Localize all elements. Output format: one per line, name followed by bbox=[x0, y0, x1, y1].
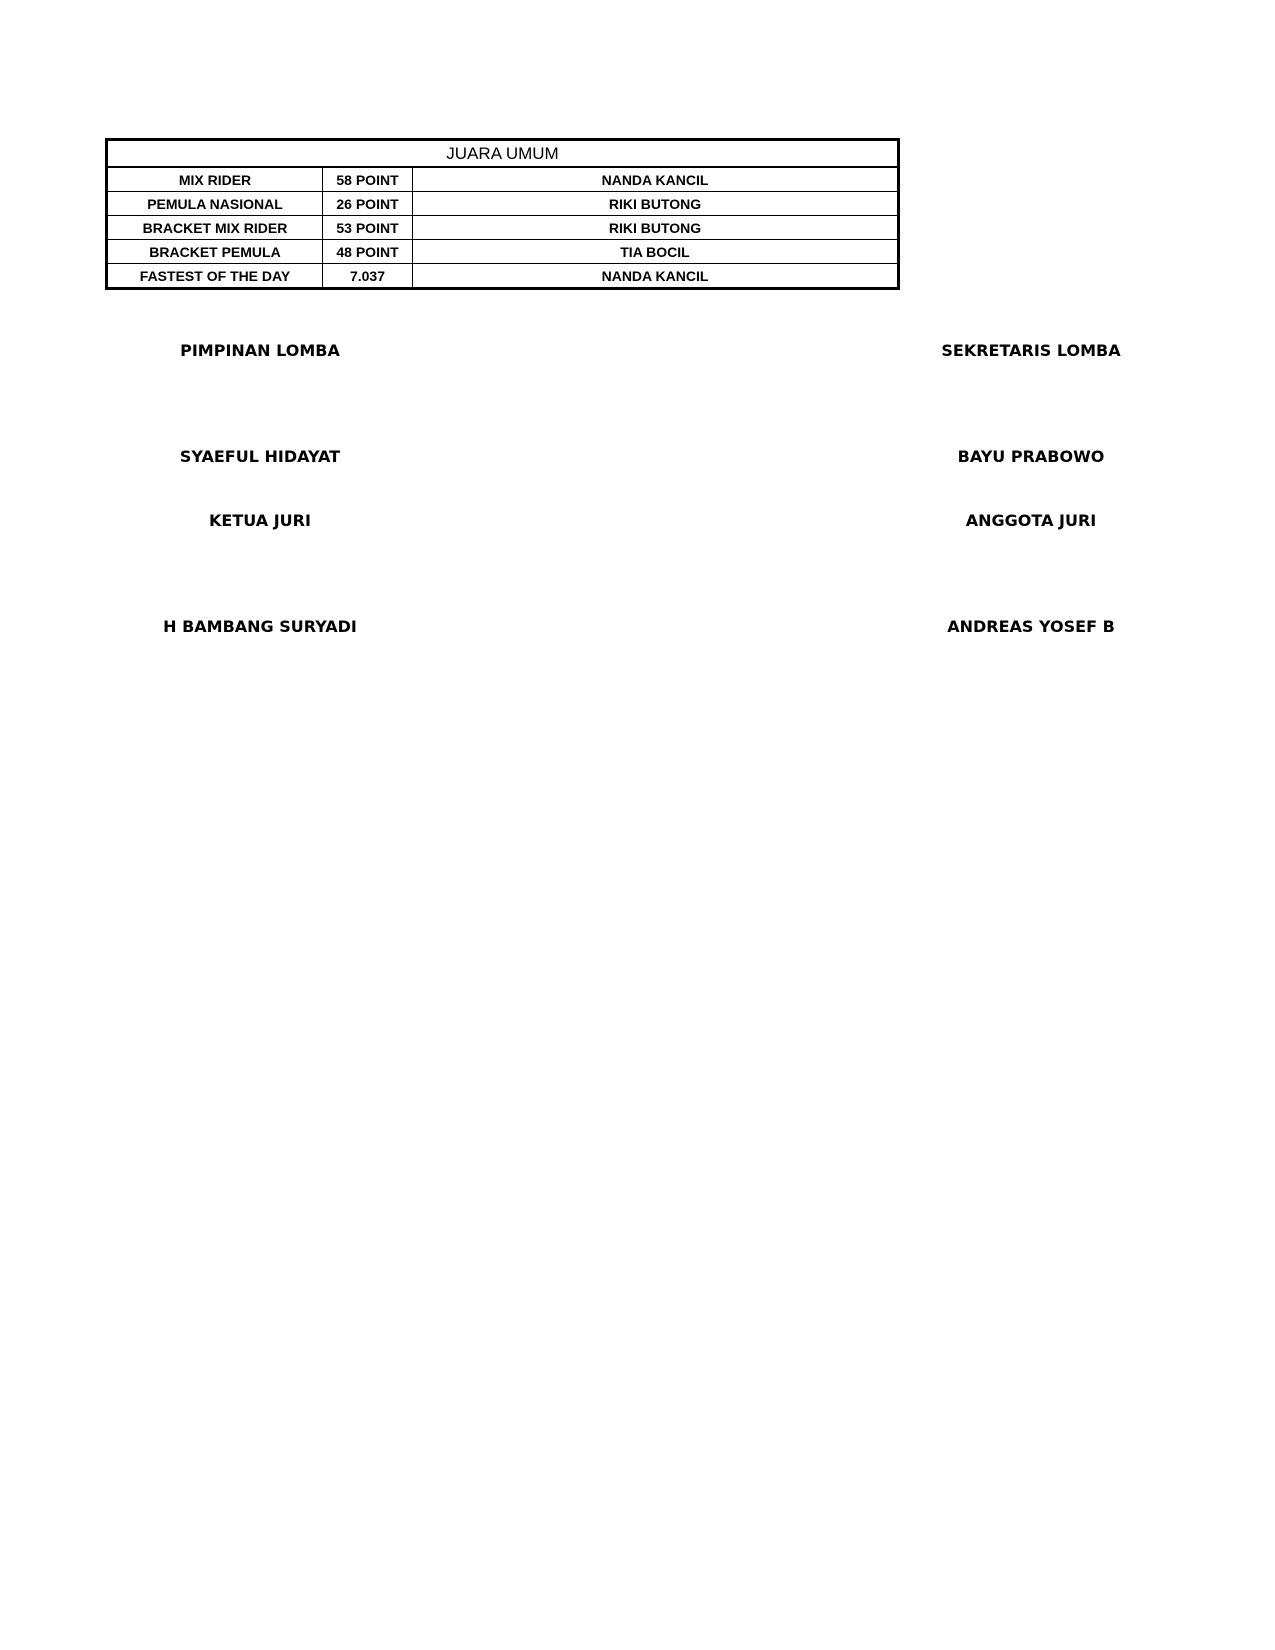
table-row bbox=[107, 264, 899, 289]
judge-member-role: ANGGOTA JURI bbox=[965, 511, 1097, 530]
category-cell: MIX RIDER bbox=[107, 167, 323, 192]
table-row bbox=[107, 192, 899, 216]
table-title-row bbox=[107, 140, 899, 168]
category-cell: PEMULA NASIONAL bbox=[107, 192, 323, 216]
results-table bbox=[105, 138, 900, 290]
race-leader-role: PIMPINAN LOMBA bbox=[180, 341, 340, 360]
table-row bbox=[107, 240, 899, 264]
score-cell: 26 POINT bbox=[323, 192, 413, 216]
head-judge-name: H BAMBANG SURYADI bbox=[163, 617, 357, 636]
winner-cell: NANDA KANCIL bbox=[413, 264, 899, 289]
score-cell: 7.037 bbox=[323, 264, 413, 289]
table-row bbox=[107, 216, 899, 240]
category-cell: FASTEST OF THE DAY bbox=[107, 264, 323, 289]
winner-cell: NANDA KANCIL bbox=[413, 167, 899, 192]
race-secretary-role: SEKRETARIS LOMBA bbox=[941, 341, 1121, 360]
winner-cell: TIA BOCIL bbox=[413, 240, 899, 264]
race-leader-name: SYAEFUL HIDAYAT bbox=[179, 447, 341, 466]
score-cell: 58 POINT bbox=[323, 167, 413, 192]
category-cell: BRACKET PEMULA bbox=[107, 240, 323, 264]
winner-cell: RIKI BUTONG bbox=[413, 192, 899, 216]
category-cell: BRACKET MIX RIDER bbox=[107, 216, 323, 240]
winner-cell: RIKI BUTONG bbox=[413, 216, 899, 240]
race-secretary-name: BAYU PRABOWO bbox=[957, 447, 1105, 466]
score-cell: 53 POINT bbox=[323, 216, 413, 240]
table-title: JUARA UMUM bbox=[107, 140, 899, 168]
head-judge-role: KETUA JURI bbox=[209, 511, 311, 530]
judge-member-name: ANDREAS YOSEF B bbox=[947, 617, 1115, 636]
score-cell: 48 POINT bbox=[323, 240, 413, 264]
table-row bbox=[107, 167, 899, 192]
